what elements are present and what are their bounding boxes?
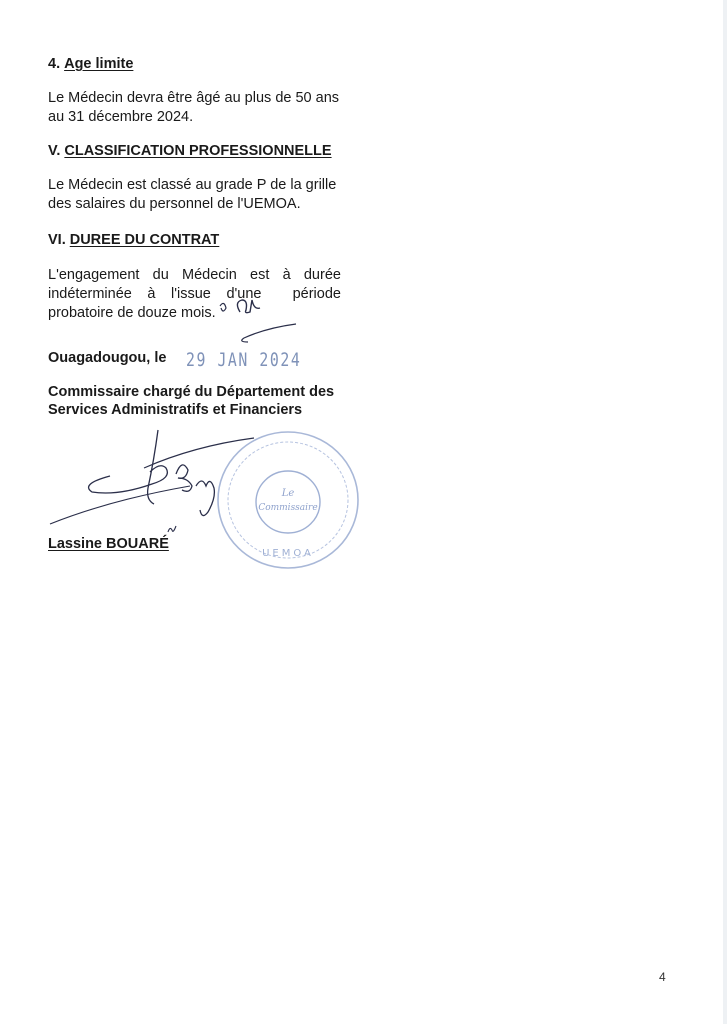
word: à xyxy=(282,267,291,283)
date-stamp: 29 JAN 2024 xyxy=(186,349,302,371)
word: d'une xyxy=(226,286,262,302)
role-line: Services Administratifs et Financiers xyxy=(48,402,303,418)
section-heading-age xyxy=(48,56,133,72)
word: période xyxy=(292,286,341,302)
word: durée xyxy=(303,267,341,283)
seal-ring-text: UEMOA xyxy=(262,548,314,559)
word: indéterminée xyxy=(48,286,132,302)
section-title: DUREE DU CONTRAT xyxy=(69,232,220,248)
word: L'engagement xyxy=(48,267,140,283)
paragraph-line: Le Médecin est classé au grade P de la grille xyxy=(48,177,337,193)
place-line: Ouagadougou, le xyxy=(48,350,167,366)
paragraph-line: des salaires du personnel de l'UEMOA. xyxy=(48,196,301,212)
signatory-name: Lassine BOUARÉ xyxy=(48,536,169,552)
page-edge xyxy=(723,0,727,1024)
handwritten-signature xyxy=(50,428,280,538)
seal-center-text: Le xyxy=(281,488,295,499)
initials-mark xyxy=(214,296,304,346)
paragraph-age xyxy=(48,89,341,127)
paragraph-classification xyxy=(48,176,341,214)
word: du xyxy=(152,267,169,283)
section-title: CLASSIFICATION PROFESSIONNELLE xyxy=(64,143,332,159)
section-heading-duree xyxy=(48,232,219,248)
section-number: 4. xyxy=(48,56,61,72)
word: est xyxy=(250,267,270,283)
section-number: V. xyxy=(48,143,61,159)
word: l'issue xyxy=(171,286,211,302)
word: à xyxy=(147,286,156,302)
paragraph-line: probatoire de douze mois. xyxy=(48,305,216,321)
section-number: VI. xyxy=(48,232,66,248)
word: Médecin xyxy=(182,267,237,283)
section-title: Age limite xyxy=(64,56,134,72)
paragraph-line: Le Médecin devra être âgé au plus de 50 ans xyxy=(48,90,340,106)
role-line: Commissaire chargé du Département des xyxy=(48,384,335,400)
page-number: 4 xyxy=(659,970,666,984)
paragraph-line: au 31 décembre 2024. xyxy=(48,109,194,125)
paragraph-line xyxy=(48,266,341,285)
section-heading-classification xyxy=(48,143,332,159)
seal-center-text: Commissaire xyxy=(258,503,318,513)
